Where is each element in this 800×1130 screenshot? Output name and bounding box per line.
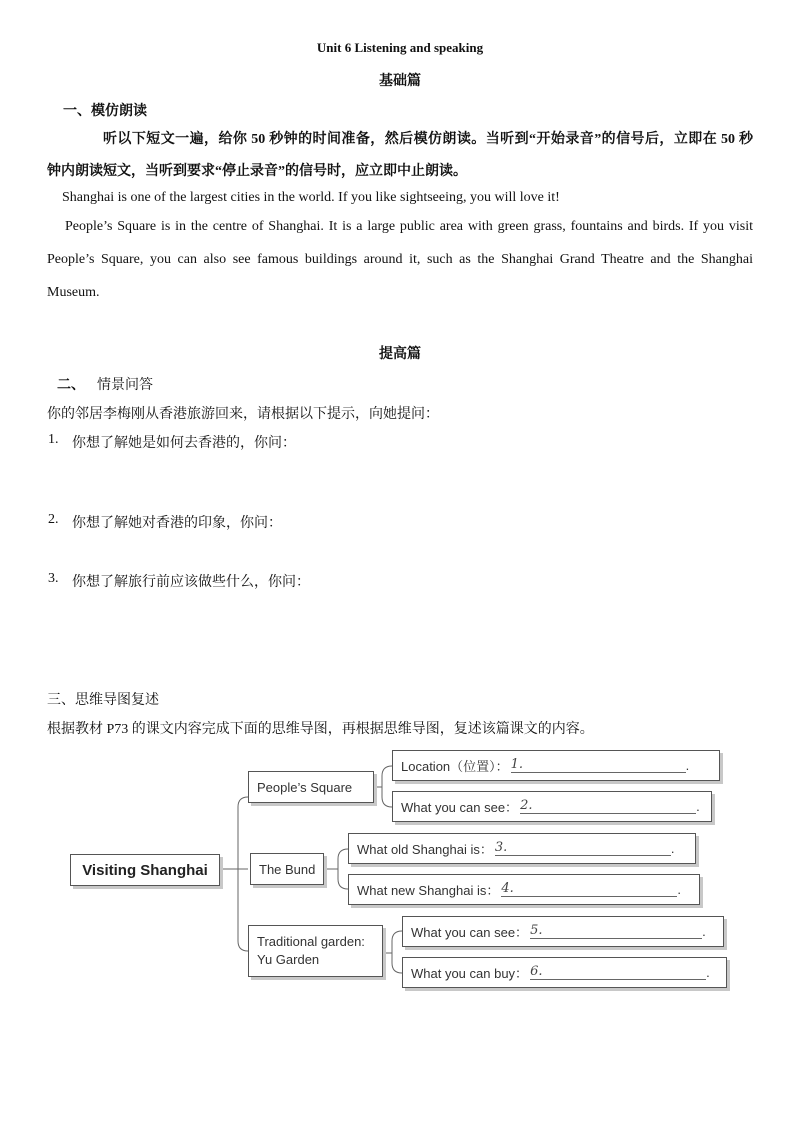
blank-4[interactable]: 4. bbox=[501, 882, 677, 897]
leaf-location bbox=[392, 750, 720, 781]
leaf-peoples-square-see-label: What you can see： bbox=[401, 800, 519, 815]
page-title: Unit 6 Listening and speaking bbox=[316, 40, 484, 55]
question-3-number: 3. bbox=[48, 571, 59, 586]
question-2-number: 2. bbox=[48, 512, 59, 527]
leaf-yu-garden-see-label: What you can see： bbox=[411, 925, 529, 940]
basic-section-label: 基础篇 bbox=[379, 74, 421, 89]
branch-peoples-square: People’s Square bbox=[248, 771, 374, 803]
branch-the-bund: The Bund bbox=[250, 853, 324, 885]
leaf-new-shanghai-label: What new Shanghai is： bbox=[357, 883, 500, 898]
section3-heading: 三、思维导图复述 bbox=[47, 693, 159, 708]
question-1-text: 你想了解她是如何去香港的，你问： bbox=[72, 436, 296, 451]
leaf-old-shanghai bbox=[348, 833, 696, 864]
blank-6[interactable]: 6. bbox=[530, 965, 706, 980]
mind-map-root: Visiting Shanghai bbox=[70, 854, 220, 886]
leaf-old-shanghai-end: . bbox=[670, 841, 675, 856]
leaf-yu-garden-buy bbox=[402, 957, 727, 988]
branch-yu-garden bbox=[248, 925, 383, 977]
leaf-new-shanghai bbox=[348, 874, 700, 905]
section3-instruction: 根据教材 P73 的课文内容完成下面的思维导图，再根据思维导图，复述该篇课文的内容。 bbox=[47, 722, 594, 737]
section2-intro: 你的邻居李梅刚从香港旅游回来，请根据以下提示，向她提问： bbox=[47, 407, 439, 422]
leaf-location-end: . bbox=[685, 758, 690, 773]
blank-5[interactable]: 5. bbox=[530, 924, 702, 939]
leaf-yu-garden-buy-label: What you can buy： bbox=[411, 966, 529, 981]
mind-map bbox=[70, 745, 730, 990]
leaf-peoples-square-see bbox=[392, 791, 712, 822]
question-3-text: 你想了解旅行前应该做些什么，你问： bbox=[72, 575, 310, 590]
section2-heading-number: 二、 bbox=[57, 378, 85, 393]
passage-paragraph-1: Shanghai is one of the largest cities in the world. If you like sightseeing, you will love it! bbox=[62, 190, 560, 205]
leaf-old-shanghai-label: What old Shanghai is： bbox=[357, 842, 493, 857]
leaf-yu-garden-buy-end: . bbox=[706, 965, 710, 980]
blank-3[interactable]: 3. bbox=[495, 841, 671, 856]
passage-paragraph-2-line3: Museum. bbox=[47, 285, 100, 300]
advanced-section-label: 提高篇 bbox=[379, 347, 421, 362]
leaf-location-label: Location（位置）： bbox=[401, 759, 509, 774]
passage-paragraph-2-line1: People’s Square is in the centre of Shanghai. It is a large public area with green grass, fountains and birds. If you visit bbox=[65, 219, 753, 234]
leaf-yu-garden-see bbox=[402, 916, 724, 947]
section2-heading: 情景问答 bbox=[97, 378, 153, 393]
blank-2[interactable]: 2. bbox=[520, 799, 696, 814]
passage-paragraph-2-line2: People’s Square, you can also see famous buildings around it, such as the Shanghai Grand Theatre and the Shanghai bbox=[47, 252, 753, 267]
leaf-new-shanghai-end: . bbox=[677, 882, 681, 897]
question-2-text: 你想了解她对香港的印象，你问： bbox=[72, 516, 282, 531]
branch-yu-garden-line1: Traditional garden: bbox=[257, 934, 365, 949]
section1-heading: 一、模仿朗读 bbox=[63, 104, 147, 119]
leaf-yu-garden-see-end: . bbox=[702, 924, 706, 939]
section1-instruction-line1: 听以下短文一遍，给你 50 秒钟的时间准备，然后模仿朗读。当听到“开始录音”的信号后，立即在 50 秒 bbox=[103, 132, 753, 147]
question-1-number: 1. bbox=[48, 432, 59, 447]
section1-instruction-line2: 钟内朗读短文，当听到要求“停止录音”的信号时，应立即中止朗读。 bbox=[47, 164, 467, 179]
leaf-peoples-square-see-end: . bbox=[696, 799, 700, 814]
blank-1[interactable]: 1. bbox=[511, 758, 686, 773]
branch-yu-garden-line2: Yu Garden bbox=[257, 952, 320, 967]
